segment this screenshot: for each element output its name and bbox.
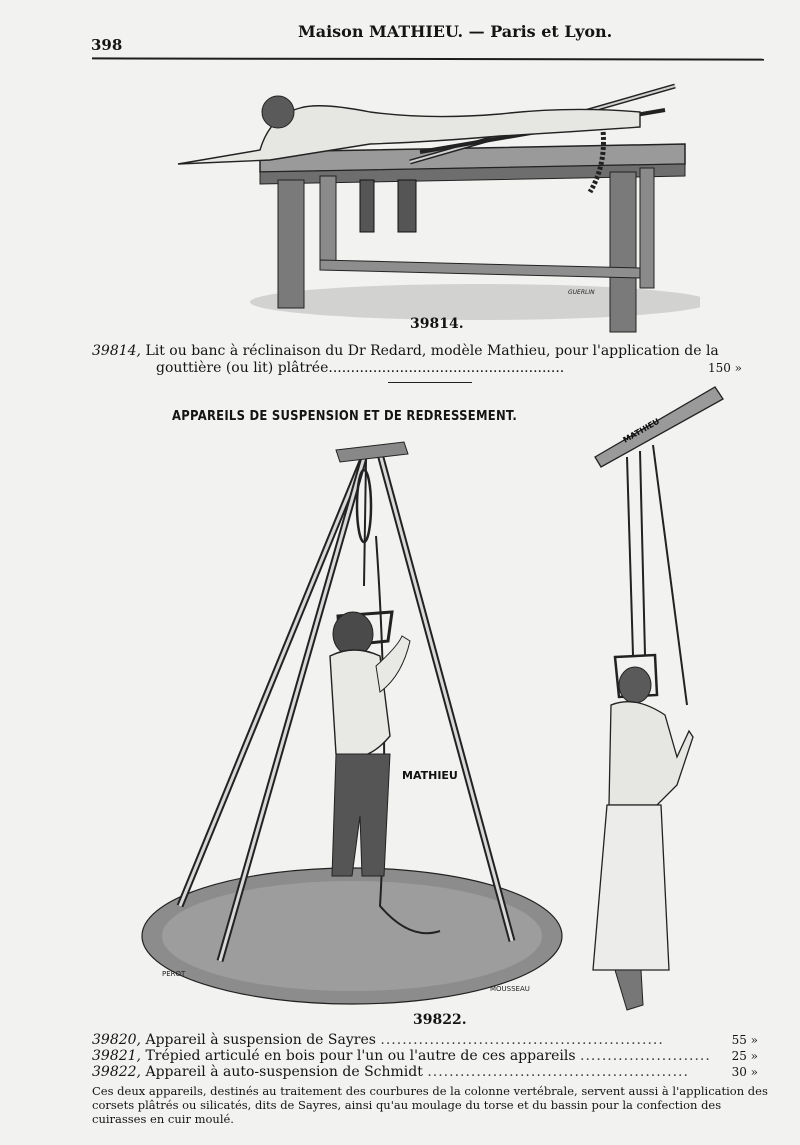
item-list bbox=[92, 1032, 772, 1080]
engraver-right: MOUSSEAU bbox=[490, 985, 530, 993]
item-leader: ........................ bbox=[580, 1048, 711, 1064]
footnote: Ces deux appareils, destinés au traitement des courbures de la colonne vertébrale, servent aussi à l'application des corsets plâtrés ou silicatés, dits de Sayres, ainsi qu'au moulage du torse et du bassin pour la confection des cuirasses en cuir moulé. bbox=[92, 1084, 768, 1126]
tripod-suspension-illustration bbox=[140, 436, 570, 1011]
tripod-label: MATHIEU bbox=[402, 769, 458, 782]
item-price: 30 » bbox=[731, 1065, 758, 1079]
running-head: Maison MATHIEU. — Paris et Lyon. bbox=[298, 22, 613, 41]
beam-label: MATHIEU bbox=[621, 416, 662, 445]
page-number: 398 bbox=[91, 36, 123, 54]
entry-text-line-1: Lit ou banc à réclinaison du Dr Redard, modèle Mathieu, pour l'application de la bbox=[145, 343, 719, 359]
item-leader: .................................................... bbox=[380, 1032, 664, 1048]
section-heading: APPAREILS DE SUSPENSION ET DE REDRESSEMENT. bbox=[172, 408, 518, 424]
item-ref: 39822, bbox=[92, 1064, 141, 1080]
entry-text-line-2: gouttière (ou lit) plâtrée..................................................... bbox=[156, 360, 565, 376]
engraver-left: PEROT bbox=[162, 970, 186, 978]
figure-number-1: 39814. bbox=[410, 316, 464, 332]
item-label: Appareil à suspension de Sayres bbox=[145, 1032, 376, 1048]
item-ref: 39820, bbox=[92, 1032, 141, 1048]
self-suspension-illustration bbox=[585, 385, 730, 1020]
catalog-entry-39814 bbox=[92, 343, 772, 377]
figure-number-2: 39822. bbox=[413, 1012, 467, 1028]
item-ref: 39821, bbox=[92, 1048, 141, 1064]
reclining-bench-illustration bbox=[170, 72, 700, 337]
entry-price: 150 » bbox=[707, 361, 742, 375]
list-item bbox=[92, 1032, 772, 1048]
header-rule bbox=[92, 57, 764, 60]
item-price: 55 » bbox=[731, 1033, 758, 1047]
item-label: Appareil à auto-suspension de Schmidt bbox=[145, 1064, 423, 1080]
list-item bbox=[92, 1048, 772, 1064]
item-price: 25 » bbox=[731, 1049, 758, 1063]
item-leader: ................................................ bbox=[427, 1064, 689, 1080]
item-label: Trépied articulé en bois pour l'un ou l'autre de ces appareils bbox=[145, 1048, 576, 1064]
section-divider bbox=[388, 382, 472, 383]
entry-ref: 39814, bbox=[92, 343, 141, 359]
engraver-signature: GUERLIN bbox=[568, 289, 595, 296]
list-item bbox=[92, 1064, 772, 1080]
